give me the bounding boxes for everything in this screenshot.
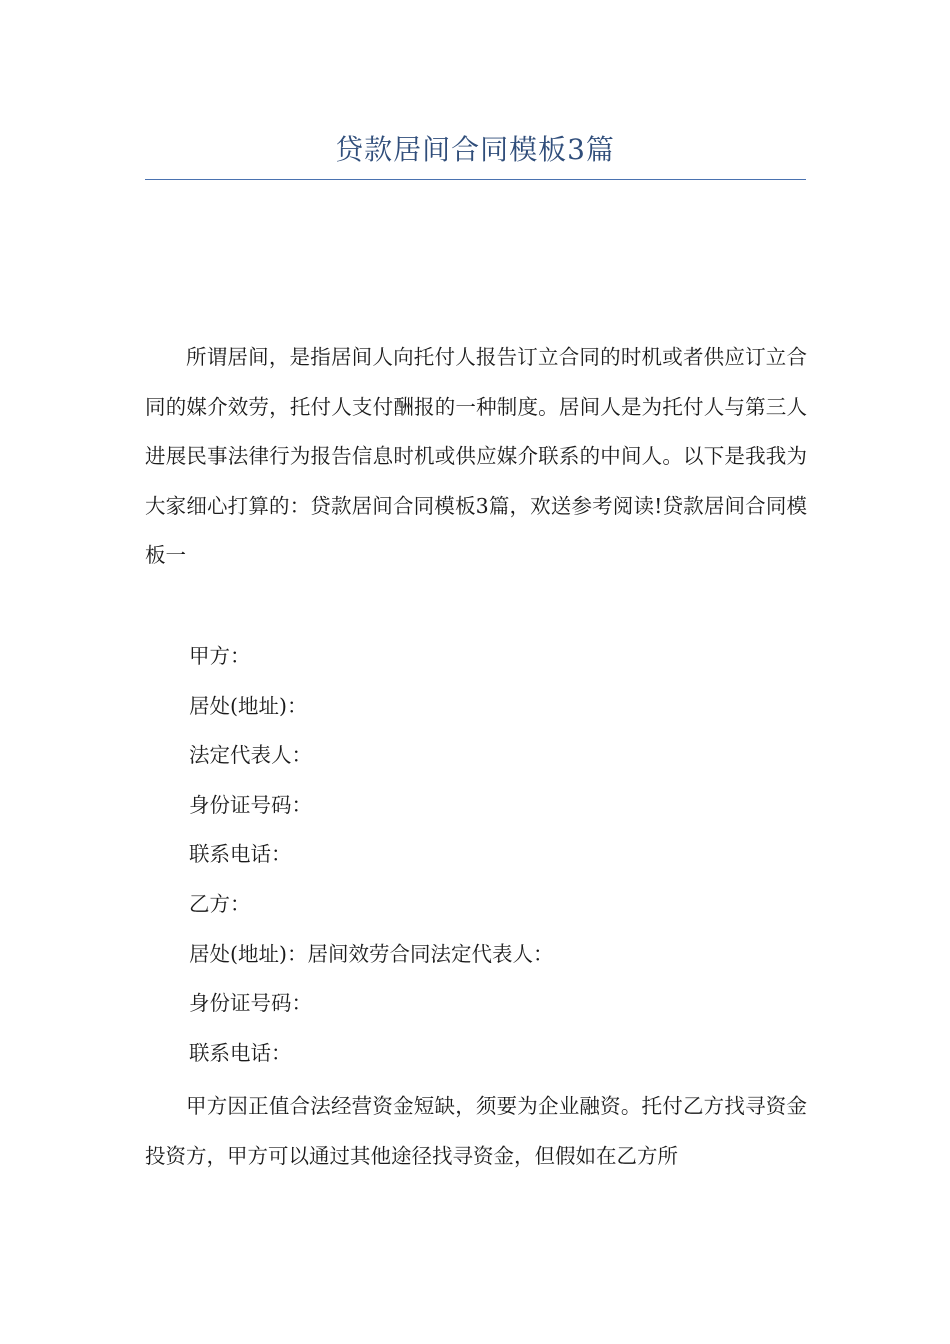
closing-paragraph: 甲方因正值合法经营资金短缺，须要为企业融资。托付乙方找寻资金投资方，甲方可以通过其他途径找寻资金，但假如在乙方所	[145, 1094, 807, 1168]
party-b-label: 乙方：	[189, 891, 251, 916]
title-underline	[145, 179, 806, 180]
intro-paragraph: 所谓居间，是指居间人向托付人报告订立合同的时机或者供应订立合同的媒介效劳，托付人支付酬报的一种制度。居间人是为托付人与第三人进展民事法律行为报告信息时机或供应媒介联系的中间人。以下是我我为大家细心打算的：贷款居间合同模板3篇，欢送参考阅读!贷款居间合同模板一	[145, 345, 807, 568]
party-fields	[145, 632, 807, 1078]
party-b-id-number: 身份证号码：	[189, 991, 312, 1016]
party-a-phone: 联系电话：	[189, 842, 292, 867]
party-a-legal-rep: 法定代表人：	[189, 743, 312, 768]
party-a-label: 甲方：	[189, 644, 251, 668]
document-title: 贷款居间合同模板3篇	[335, 133, 615, 166]
party-a-id-number: 身份证号码：	[189, 792, 312, 817]
party-b-phone: 联系电话：	[189, 1040, 292, 1065]
party-a-address: 居处(地址)：	[189, 693, 308, 718]
closing-section	[145, 1082, 807, 1181]
party-b-address: 居处(地址)：居间效劳合同法定代表人：	[189, 941, 554, 966]
intro-section	[145, 333, 807, 581]
